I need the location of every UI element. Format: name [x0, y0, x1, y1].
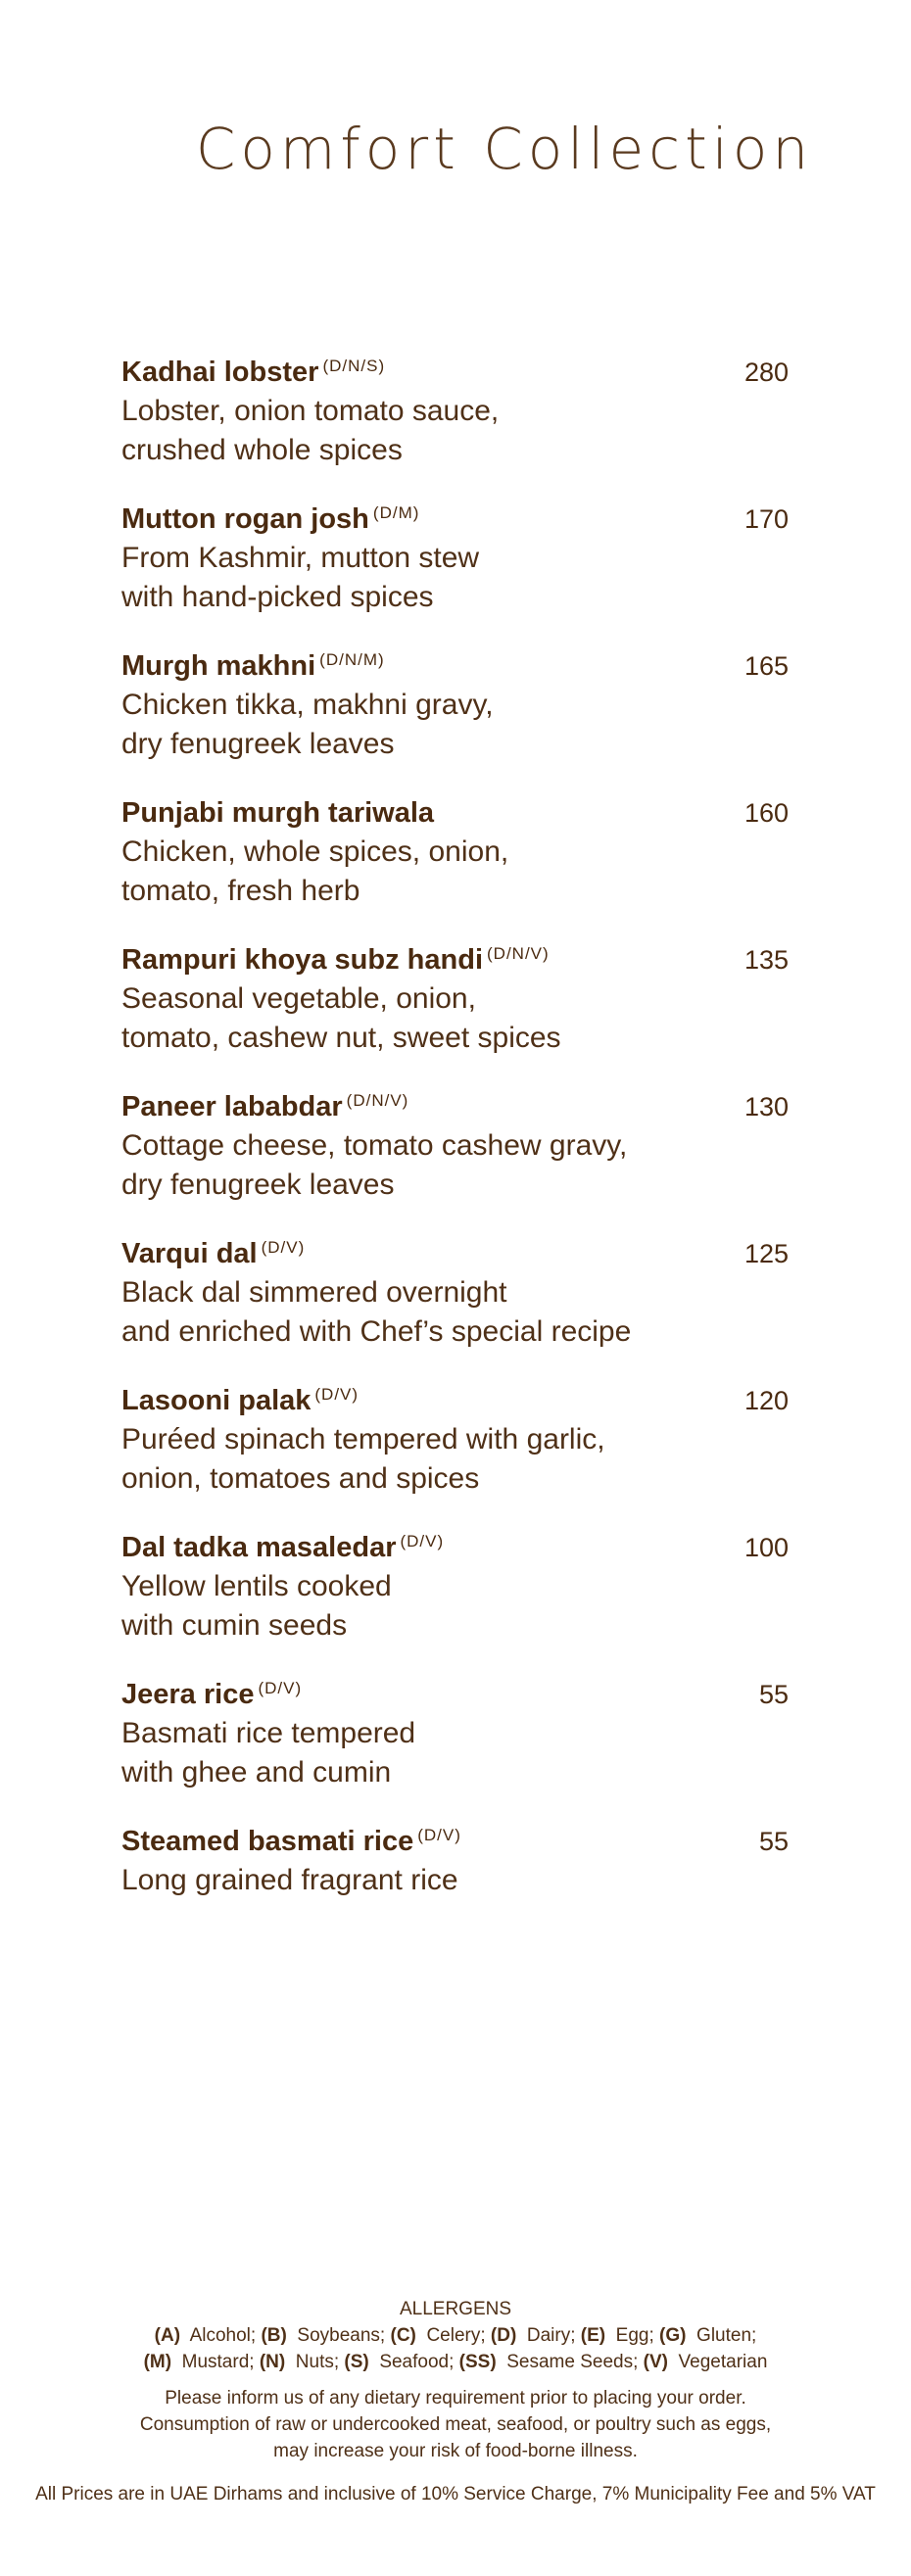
item-price: 125: [743, 1239, 789, 1268]
item-allergens: (D/V): [261, 1238, 306, 1257]
item-allergens: (D/V): [417, 1826, 461, 1844]
menu-item: [121, 1822, 789, 1969]
item-price: 280: [743, 358, 789, 387]
allergen-code: (M): [143, 2352, 172, 2372]
item-price: 165: [743, 651, 789, 681]
item-description-1: Lobster, onion tomato sauce,: [121, 395, 500, 427]
allergen-list-line-2: [0, 2349, 911, 2375]
item-price: 55: [758, 1827, 789, 1856]
menu-item: [121, 646, 789, 793]
item-allergens: (D/M): [372, 503, 420, 522]
allergen-entry: [491, 2325, 581, 2346]
allergen-label: Soybeans;: [297, 2325, 386, 2346]
item-name: Lasooni palak: [121, 1385, 312, 1416]
item-name-line: [121, 793, 789, 833]
menu-item: [121, 940, 789, 1087]
allergen-label: Alcohol;: [189, 2325, 257, 2346]
allergen-label: Egg;: [615, 2325, 654, 2346]
allergen-code: (C): [390, 2325, 416, 2346]
allergen-code: (E): [580, 2325, 606, 2346]
allergen-code: (D): [490, 2325, 517, 2346]
item-name: Varqui dal: [121, 1238, 258, 1269]
prices-note: All Prices are in UAE Dirhams and inclusive of 10% Service Charge, 7% Municipality Fee and 5% VAT: [35, 2484, 876, 2504]
item-description-1: Puréed spinach tempered with garlic,: [121, 1423, 605, 1455]
item-name: Rampuri khoya subz handi: [121, 944, 483, 976]
item-allergens: (D/N/S): [322, 357, 386, 375]
allergen-entry: [261, 2325, 390, 2346]
allergen-entry: [344, 2352, 458, 2372]
item-price: 130: [743, 1092, 789, 1121]
item-description-1: Chicken, whole spices, onion,: [121, 835, 509, 868]
allergens-heading: ALLERGENS: [399, 2299, 512, 2319]
item-name-line: [121, 1087, 789, 1126]
item-description-2: with cumin seeds: [121, 1609, 348, 1642]
allergen-label: Sesame Seeds;: [506, 2352, 639, 2372]
item-description-2: tomato, cashew nut, sweet spices: [121, 1022, 561, 1054]
allergen-label: Mustard;: [181, 2352, 255, 2372]
allergen-entry: [155, 2325, 262, 2346]
allergen-entry: [581, 2325, 659, 2346]
item-price: 170: [743, 504, 789, 534]
allergen-label: Gluten;: [696, 2325, 757, 2346]
menu-item: [121, 1381, 789, 1528]
item-description-1: Long grained fragrant rice: [121, 1864, 458, 1896]
item-description-2: dry fenugreek leaves: [121, 728, 395, 760]
item-name-line: [121, 1528, 789, 1567]
allergen-code: (SS): [458, 2352, 497, 2372]
allergen-label: Dairy;: [526, 2325, 576, 2346]
item-allergens: (D/V): [400, 1532, 445, 1550]
item-name: Punjabi murgh tariwala: [121, 797, 435, 829]
item-price: 135: [743, 945, 789, 975]
item-name-line: [121, 646, 789, 686]
item-allergens: (D/V): [258, 1679, 303, 1697]
allergen-code: (N): [259, 2352, 286, 2372]
menu-item: [121, 1087, 789, 1234]
allergen-entry: [144, 2352, 260, 2372]
allergen-entry: [260, 2352, 345, 2372]
dietary-notice-2: Consumption of raw or undercooked meat, seafood, or poultry such as eggs,: [139, 2414, 772, 2435]
dietary-notice-3: may increase your risk of food-borne illness.: [273, 2441, 638, 2461]
item-name-line: [121, 1381, 789, 1420]
item-price: 55: [758, 1680, 789, 1709]
item-name: Paneer lababdar: [121, 1091, 343, 1122]
menu-item: [121, 500, 789, 646]
item-description-2: onion, tomatoes and spices: [121, 1462, 480, 1495]
item-description-1: Seasonal vegetable, onion,: [121, 982, 476, 1015]
item-price: 160: [743, 798, 789, 828]
allergen-entry: [659, 2325, 756, 2346]
allergen-code: (V): [643, 2352, 668, 2372]
item-description-1: Cottage cheese, tomato cashew gravy,: [121, 1129, 628, 1162]
menu-list: [121, 353, 789, 1969]
item-description-2: tomato, fresh herb: [121, 875, 360, 907]
menu-item: [121, 1234, 789, 1381]
item-description-2: with hand-picked spices: [121, 581, 434, 613]
allergen-entry: [459, 2352, 644, 2372]
allergen-code: (B): [261, 2325, 287, 2346]
item-name-line: [121, 500, 789, 539]
item-price: 120: [743, 1386, 789, 1415]
item-description-2: dry fenugreek leaves: [121, 1169, 395, 1201]
item-description-1: Basmati rice tempered: [121, 1717, 416, 1749]
allergen-code: (A): [154, 2325, 181, 2346]
menu-item: [121, 1675, 789, 1822]
item-description-1: From Kashmir, mutton stew: [121, 542, 480, 574]
item-name-line: [121, 353, 789, 392]
menu-item: [121, 353, 789, 500]
allergen-label: Celery;: [426, 2325, 486, 2346]
item-name: Mutton rogan josh: [121, 503, 369, 535]
item-allergens: (D/V): [314, 1385, 360, 1404]
item-name: Murgh makhni: [121, 650, 316, 682]
item-description-2: crushed whole spices: [121, 434, 403, 466]
item-name: Dal tadka masaledar: [121, 1532, 397, 1563]
item-allergens: (D/N/V): [346, 1091, 409, 1110]
item-name-line: [121, 940, 789, 979]
item-allergens: (D/N/V): [487, 944, 550, 963]
allergen-code: (G): [659, 2325, 687, 2346]
item-name-line: [121, 1234, 789, 1273]
item-description-1: Yellow lentils cooked: [121, 1570, 392, 1602]
item-description-1: Chicken tikka, makhni gravy,: [121, 689, 494, 721]
item-name-line: [121, 1675, 789, 1714]
item-name-line: [121, 1822, 789, 1861]
item-allergens: (D/N/M): [319, 650, 385, 669]
menu-item: [121, 1528, 789, 1675]
allergen-list-line-1: [0, 2322, 911, 2349]
allergen-label: Seafood;: [379, 2352, 455, 2372]
item-name: Jeera rice: [121, 1679, 255, 1710]
allergens-footer: [0, 2296, 911, 2464]
allergen-label: Nuts;: [295, 2352, 340, 2372]
allergen-entry: [391, 2325, 491, 2346]
menu-item: [121, 793, 789, 940]
dietary-notice-1: Please inform us of any dietary requirement prior to placing your order.: [165, 2388, 746, 2409]
item-name: Steamed basmati rice: [121, 1826, 414, 1857]
allergen-label: Vegetarian: [678, 2352, 768, 2372]
allergen-entry: [644, 2352, 768, 2372]
item-description-2: with ghee and cumin: [121, 1756, 392, 1789]
item-description-1: Black dal simmered overnight: [121, 1276, 507, 1309]
item-name: Kadhai lobster: [121, 357, 319, 388]
item-description-2: and enriched with Chef’s special recipe: [121, 1315, 632, 1348]
page-title: Comfort Collection: [195, 116, 814, 182]
item-price: 100: [743, 1533, 789, 1562]
allergen-code: (S): [344, 2352, 369, 2372]
